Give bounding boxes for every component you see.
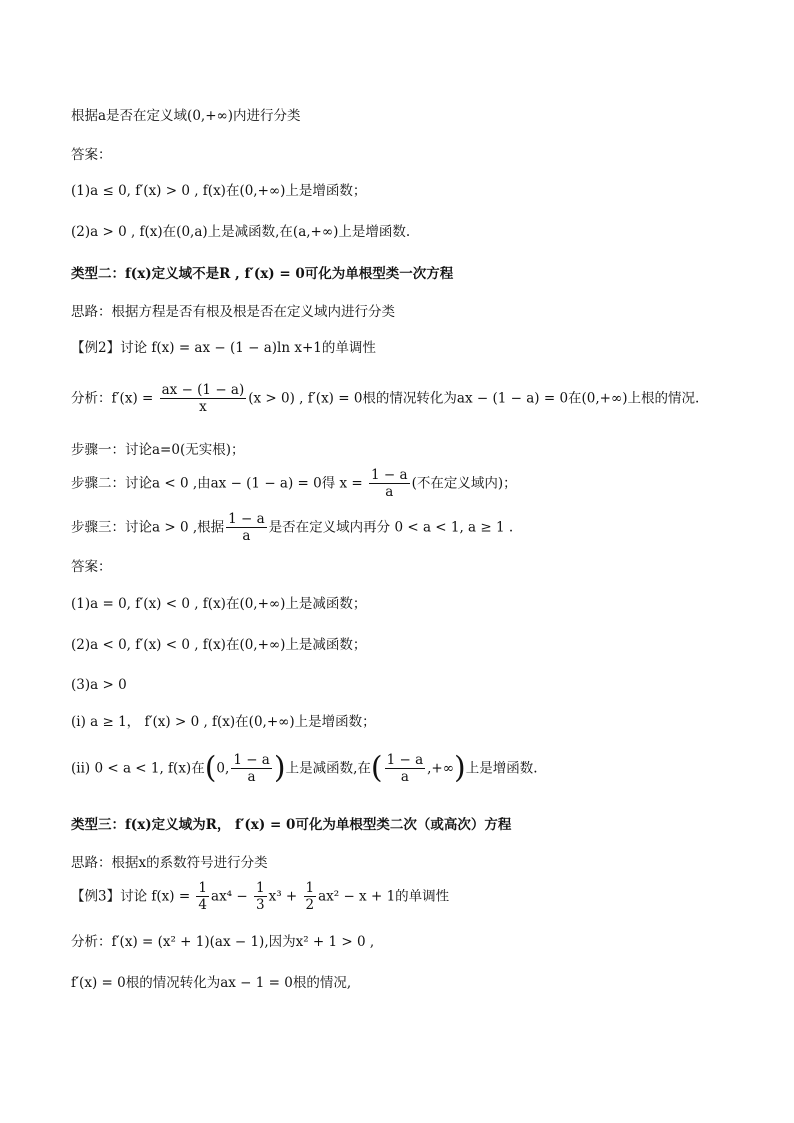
text-line: 步骤一：讨论a=0(无实根)； — [71, 442, 245, 458]
fraction-numerator: 1 − a — [386, 752, 424, 768]
text-line: 答案： — [71, 147, 112, 163]
fraction-denominator: 2 — [305, 897, 315, 913]
text-line: 答案： — [71, 559, 112, 575]
text-line: (i) a ≥ 1， f′(x) > 0 , f(x)在(0,+∞)上是增函数； — [71, 714, 376, 730]
text-segment: (ii) 0 < a < 1, f(x)在 — [71, 760, 205, 777]
text-segment: 分析：f′(x) = — [71, 390, 158, 407]
fraction-numerator: 1 − a — [233, 752, 270, 768]
text-segment: 步骤三：讨论a > 0 ,根据 — [71, 519, 225, 536]
analysis-line — [71, 382, 754, 422]
right-paren: ) — [454, 750, 466, 786]
section-heading: 类型二：f(x)定义域不是R , f′(x) = 0可化为单根型类一次方程 — [71, 266, 454, 282]
text-segment: 上是减函数,在 — [285, 760, 371, 777]
text-segment: 上是增函数. — [465, 760, 538, 777]
text-segment: (不在定义域内)； — [411, 475, 517, 492]
section-heading: 类型三：f(x)定义域为R， f′(x) = 0可化为单根型类二次（或高次）方程 — [71, 817, 512, 833]
text-segment: x³ + — [268, 888, 302, 905]
fraction — [160, 382, 247, 415]
fraction — [254, 880, 267, 913]
text-segment: 0, — [216, 760, 230, 777]
text-segment: ax² − x + 1的单调性 — [318, 888, 450, 905]
fraction-numerator: 1 — [198, 880, 208, 896]
text-line: (3)a > 0 — [71, 677, 127, 693]
example-title: 【例2】讨论 f(x) = ax − (1 − a)ln x+1的单调性 — [71, 340, 376, 356]
fraction-numerator: 1 — [305, 880, 315, 896]
fraction-numerator: 1 − a — [228, 511, 265, 527]
fraction-denominator: a — [242, 528, 251, 544]
fraction-denominator: 3 — [255, 897, 265, 913]
left-paren: ( — [204, 750, 217, 786]
text-segment: 步骤二：讨论a < 0 ,由ax − (1 − a) = 0得 x = — [71, 475, 368, 492]
fraction — [231, 752, 272, 785]
text-segment: ax⁴ − — [211, 888, 252, 905]
fraction-denominator: x — [199, 399, 207, 415]
text-line: (2)a < 0, f′(x) < 0 , f(x)在(0,+∞)上是减函数； — [71, 637, 367, 653]
fraction-numerator: 1 − a — [371, 467, 408, 483]
fraction — [385, 752, 426, 785]
text-line: (1)a = 0, f′(x) < 0 , f(x)在(0,+∞)上是减函数； — [71, 596, 367, 612]
text-line: 分析：f′(x) = (x² + 1)(ax − 1),因为x² + 1 > 0 , — [71, 934, 375, 950]
fraction-numerator: ax − (1 − a) — [161, 382, 245, 398]
fraction — [226, 511, 267, 544]
text-line: 思路：根据x的系数符号进行分类 — [71, 855, 268, 871]
fraction — [196, 880, 209, 913]
text-line: 思路：根据方程是否有根及根是否在定义域内进行分类 — [71, 304, 395, 320]
fraction — [369, 467, 410, 500]
left-paren: ( — [370, 750, 383, 786]
right-paren: ) — [273, 750, 286, 786]
text-segment: 【例3】讨论 f(x) = — [71, 888, 195, 905]
fraction-denominator: 4 — [198, 897, 208, 913]
fraction-denominator: a — [400, 769, 409, 785]
fraction-numerator: 1 — [255, 880, 265, 896]
fraction — [304, 880, 317, 913]
step-line — [71, 467, 754, 507]
fraction-denominator: a — [385, 484, 394, 500]
fraction-denominator: a — [247, 769, 256, 785]
text-segment: ,+∞ — [427, 760, 454, 777]
text-segment: 是否在定义域内再分 0 < a < 1, a ≥ 1 . — [268, 519, 514, 536]
text-line: (1)a ≤ 0, f′(x) > 0 , f(x)在(0,+∞)上是增函数； — [71, 183, 367, 199]
text-line: 根据a是否在定义域(0,+∞)内进行分类 — [71, 108, 301, 124]
text-line: f′(x) = 0根的情况转化为ax − 1 = 0根的情况, — [71, 975, 352, 991]
step-line — [71, 511, 754, 551]
case-line — [71, 752, 754, 792]
text-line: (2)a > 0 , f(x)在(0,a)上是减函数,在(a,+∞)上是增函数. — [71, 224, 411, 240]
text-segment: (x > 0) , f′(x) = 0根的情况转化为ax − (1 − a) = 0在(0,+∞)上根的情况. — [248, 390, 700, 407]
example-title — [71, 880, 754, 920]
